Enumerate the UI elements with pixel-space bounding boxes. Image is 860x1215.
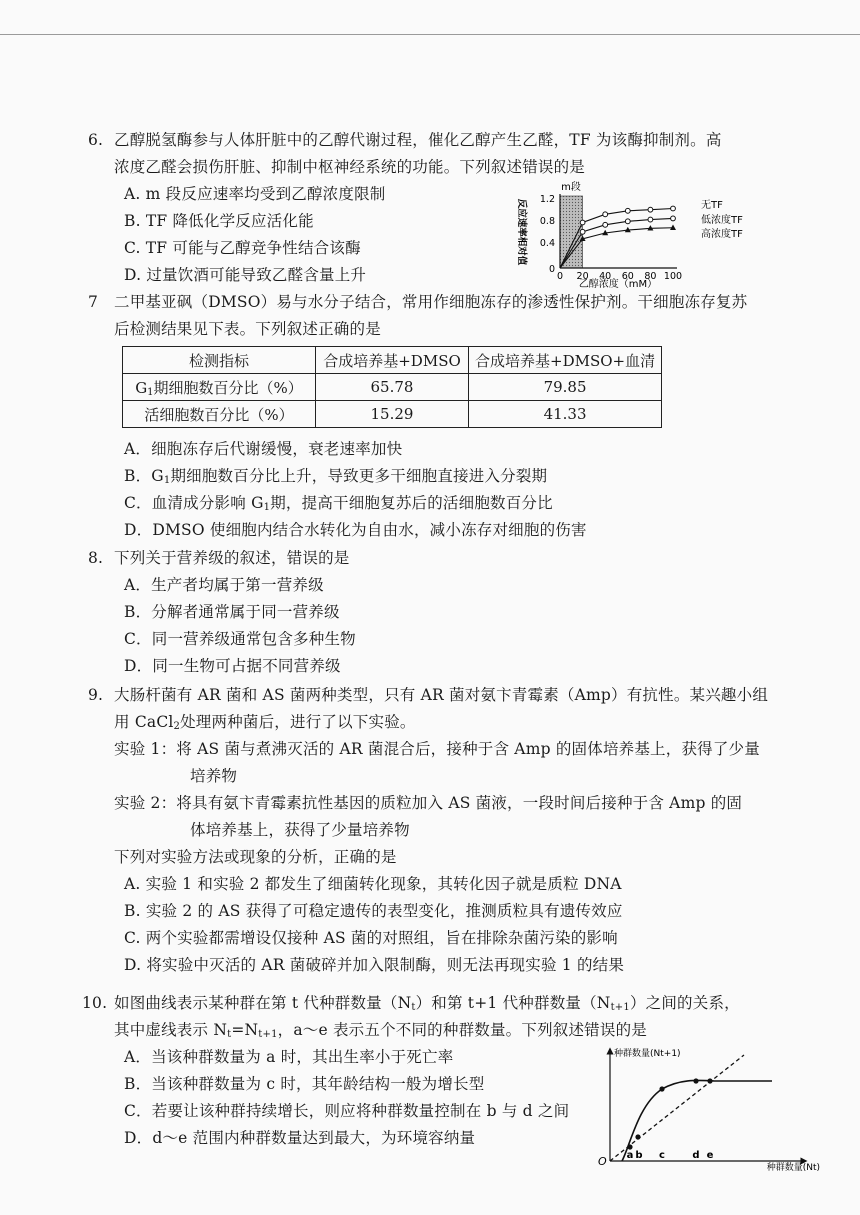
q9-stem-line2: 用 CaCl$_2$处理两种菌后，进行了以下实验。 (114, 713, 416, 732)
point-e (707, 1078, 712, 1083)
legend-no-tf: 无TF (701, 200, 723, 211)
x-tick-20: 20 (576, 271, 589, 282)
q9-stem-line1: 大肠杆菌有 AR 菌和 AS 菌两种类型，只有 AR 菌对氨卞青霉素（Amp）有抗性。某兴趣小组 (114, 686, 769, 704)
tick-d: d (692, 1150, 700, 1161)
q7-option-c: C．血清成分影响 $G_1$期，提高干细胞复苏后的活细胞数百分比 (124, 494, 553, 513)
q7-option-b: B．$G_1$期细胞数百分比上升，导致更多干细胞直接进入分裂期 (124, 467, 548, 486)
q6-option-c: C. TF 可能与乙醇竞争性结合该酶 (124, 239, 361, 257)
question-number: 7 (88, 293, 99, 311)
q7-stem-line2: 后检测结果见下表。下列叙述正确的是 (114, 320, 381, 338)
series-2-point-4 (670, 225, 676, 230)
table-header: 检测指标 (123, 347, 316, 374)
series-1-point-2 (625, 219, 630, 224)
table-cell-label: $G_1$期细胞数百分比（%） (123, 374, 316, 401)
series-0-point-3 (648, 207, 653, 212)
q7-stem-line1: 二甲基亚砜（DMSO）易与水分子结合，常用作细胞冻存的渗透性保护剂。干细胞冻存复苏 (114, 293, 748, 311)
population-curve-chart (592, 1043, 822, 1173)
q8-option-b: B．分解者通常属于同一营养级 (124, 603, 340, 621)
tick-c: c (659, 1150, 665, 1161)
q7-option-d: D．DMSO 使细胞内结合水转化为自由水，减小冻存对细胞的伤害 (124, 521, 587, 539)
question-9 (88, 682, 768, 979)
q10-option-d: D．d～e 范围内种群数量达到最大，为环境容纳量 (124, 1129, 476, 1147)
table-row (123, 401, 662, 428)
y-tick-04: 0.4 (539, 238, 555, 249)
x-tick-80: 80 (644, 271, 657, 282)
tick-e: e (706, 1150, 714, 1161)
q9-experiment-2: 实验 2：将具有氨卞青霉素抗性基因的质粒加入 AS 菌液，一段时间后接种于含 Amp 的固 (114, 794, 743, 812)
point-c (659, 1086, 664, 1091)
q10-stem-line1: 如图曲线表示某种群在第 t 代种群数量$(N_t)$和第 t+1 代种群数量$(N_{t+1})$之间的关系， (114, 994, 740, 1013)
q9-experiment-1-cont: 培养物 (190, 767, 238, 785)
table-header: 合成培养基+DMSO (316, 347, 469, 374)
q7-option-a: A．细胞冻存后代谢缓慢，衰老速率加快 (124, 440, 403, 458)
x-axis-label: 乙醇浓度（mM） (578, 279, 658, 290)
y-axis-label: 种群数量(Nt+1) (614, 1049, 681, 1059)
m-segment-region (560, 196, 583, 268)
q9-experiment-1: 实验 1：将 AS 菌与煮沸灭活的 AR 菌混合后，接种于含 Amp 的固体培养基上，获得了少量 (114, 740, 760, 758)
q8-option-c: C．同一营养级通常包含多种生物 (124, 630, 356, 648)
q9-option-b: B. 实验 2 的 AS 获得了可稳定遗传的表型变化，推测质粒具有遗传效应 (124, 902, 623, 920)
q6-option-a: A. m 段反应速率均受到乙醇浓度限制 (124, 185, 386, 203)
series-0-point-2 (625, 208, 630, 213)
question-8 (88, 545, 356, 680)
m-segment-label: m段 (561, 182, 581, 193)
q7-options (88, 436, 587, 544)
table-header: 合成培养基+DMSO+血清 (469, 347, 662, 374)
q10-stem-line2: 其中虚线表示 $N_t=N_{t+1}$，a～e 表示五个不同的种群数量。下列叙述错误的是 (114, 1021, 647, 1040)
table-cell: 65.78 (316, 374, 469, 401)
q6-stem-line2: 浓度乙醛会损伤肝脏、抑制中枢神经系统的功能。下列叙述错误的是 (114, 158, 586, 176)
tick-b: b (635, 1150, 643, 1161)
q6-option-b: B. TF 降低化学反应活化能 (124, 212, 314, 230)
x-tick-40: 40 (599, 271, 612, 282)
q6-stem-line1: 乙醇脱氢酶参与人体肝脏中的乙醇代谢过程，催化乙醇产生乙醛，TF 为该酶抑制剂。高 (114, 131, 722, 149)
series-1-point-1 (603, 222, 608, 227)
table-row (123, 374, 662, 401)
point-b (635, 1134, 640, 1139)
series-0-point-1 (603, 212, 608, 217)
legend-high-tf: 高浓度TF (701, 229, 743, 240)
question-number: 10. (82, 994, 108, 1012)
q8-option-a: A．生产者均属于第一营养级 (124, 576, 324, 594)
question-number: 9. (88, 686, 104, 704)
tick-a: a (626, 1150, 634, 1161)
series-1-point-3 (648, 217, 653, 222)
q7-results-table (122, 346, 662, 428)
point-a (627, 1144, 632, 1149)
q10-option-b: B．当该种群数量为 c 时，其年龄结构一般为增长型 (124, 1075, 485, 1093)
enzyme-rate-chart (505, 180, 743, 290)
question-number: 6. (88, 131, 104, 149)
series-0-point-4 (671, 206, 676, 211)
q9-option-d: D. 将实验中灭活的 AR 菌破碎并加入限制酶，则无法再现实验 1 的结果 (124, 956, 625, 974)
q6-option-d: D. 过量饮酒可能导致乙醛含量上升 (124, 266, 367, 284)
q8-stem: 下列关于营养级的叙述，错误的是 (114, 549, 350, 567)
q9-option-a: A. 实验 1 和实验 2 都发生了细菌转化现象，其转化因子就是质粒 DNA (124, 875, 622, 893)
q8-option-d: D．同一生物可占据不同营养级 (124, 657, 341, 675)
x-tick-60: 60 (621, 271, 634, 282)
y-axis-label: 反应速率相对值 (516, 198, 527, 266)
q10-option-c: C．若要让该种群持续增长，则应将种群数量控制在 b 与 d 之间 (124, 1102, 570, 1120)
y-tick-0: 0 (548, 264, 555, 275)
table-cell: 41.33 (469, 401, 662, 428)
point-d (693, 1078, 698, 1083)
table-cell-label: 活细胞数百分比（%） (123, 401, 316, 428)
series-1-point-4 (671, 216, 676, 221)
q9-experiment-2-cont: 体培养基上，获得了少量培养物 (190, 821, 410, 839)
x-axis-label: 种群数量(Nt) (766, 1163, 820, 1173)
x-tick-100: 100 (663, 271, 683, 282)
population-curve (622, 1080, 772, 1161)
series-0-point-0 (580, 220, 585, 225)
legend-low-tf: 低浓度TF (701, 215, 743, 226)
q10-option-a: A．当该种群数量为 a 时，其出生率小于死亡率 (124, 1048, 454, 1066)
top-rule (0, 34, 860, 35)
q9-stem-line3: 下列对实验方法或现象的分析，正确的是 (114, 848, 397, 866)
x-tick-0: 0 (556, 271, 564, 282)
table-cell: 15.29 (316, 401, 469, 428)
table-cell: 79.85 (469, 374, 662, 401)
origin-label: O (598, 1155, 607, 1168)
y-tick-08: 0.8 (539, 216, 555, 227)
question-number: 8. (88, 549, 104, 567)
series-1-point-0 (580, 229, 585, 234)
question-7 (88, 289, 747, 343)
y-tick-12: 1.2 (539, 194, 555, 205)
table-header-row (123, 347, 662, 374)
q9-option-c: C. 两个实验都需增设仅接种 AS 菌的对照组，旨在排除杂菌污染的影响 (124, 929, 618, 947)
